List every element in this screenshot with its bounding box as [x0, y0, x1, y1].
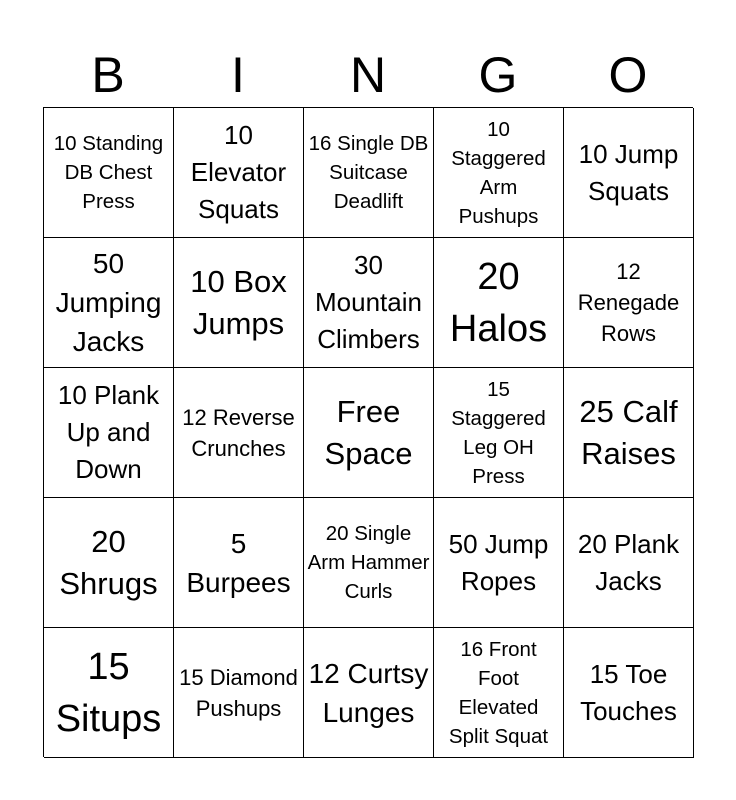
cell-label: 12 Curtsy Lunges [308, 657, 429, 728]
cell-label: 5 Burpees [186, 527, 291, 598]
bingo-cell-r4-c1[interactable] [174, 628, 304, 758]
bingo-cell-r0-c3[interactable] [434, 108, 564, 238]
cell-label: 50 Jump Ropes [448, 528, 549, 596]
bingo-cell-r4-c2[interactable] [304, 628, 434, 758]
bingo-cell-r4-c4[interactable] [564, 628, 694, 758]
bingo-cell-r3-c1[interactable] [174, 498, 304, 628]
bingo-cell-r0-c1[interactable] [174, 108, 304, 238]
cell-label: 10 Box Jumps [190, 263, 287, 341]
cell-label: 16 Front Foot Elevated Split Squat [448, 637, 549, 748]
cell-label: 10 Staggered Arm Pushups [451, 117, 546, 228]
bingo-cell-r3-c2[interactable] [304, 498, 434, 628]
bingo-cell-r0-c2[interactable] [304, 108, 434, 238]
cell-label: 25 Calf Raises [579, 393, 678, 471]
cell-label: 15 Situps [55, 645, 162, 740]
header-letter-i: I [231, 47, 245, 103]
cell-label: 10 Plank Up and Down [57, 380, 160, 484]
bingo-cell-r2-c0[interactable] [44, 368, 174, 498]
bingo-cell-free-space[interactable] [304, 368, 434, 498]
cell-label: 10 Standing DB Chest Press [53, 132, 164, 213]
cell-label: 20 Single Arm Hammer Curls [307, 522, 430, 603]
cell-label: 16 Single DB Suitcase Deadlift [308, 132, 429, 213]
cell-label: 30 Mountain Climbers [315, 250, 422, 354]
bingo-cell-r0-c4[interactable] [564, 108, 694, 238]
cell-label: 20 Halos [449, 255, 548, 350]
header-letter-n: N [349, 47, 387, 103]
cell-label: 15 Toe Touches [580, 658, 677, 726]
bingo-cell-r3-c3[interactable] [434, 498, 564, 628]
cell-label: 10 Jump Squats [578, 138, 679, 206]
bingo-header [43, 44, 693, 106]
cell-label: 12 Renegade Rows [577, 259, 680, 346]
bingo-cell-r1-c2[interactable] [304, 238, 434, 368]
bingo-cell-r1-c3[interactable] [434, 238, 564, 368]
header-letter-b: B [91, 47, 125, 103]
cell-label: 20 Plank Jacks [577, 528, 680, 596]
bingo-cell-r2-c4[interactable] [564, 368, 694, 498]
bingo-cell-r1-c4[interactable] [564, 238, 694, 368]
cell-label: 50 Jumping Jacks [55, 248, 162, 357]
bingo-cell-r1-c0[interactable] [44, 238, 174, 368]
bingo-cell-r2-c3[interactable] [434, 368, 564, 498]
bingo-grid [43, 107, 693, 757]
bingo-cell-r3-c0[interactable] [44, 498, 174, 628]
bingo-cell-r2-c1[interactable] [174, 368, 304, 498]
header-letter-o: O [608, 47, 648, 103]
bingo-cell-r4-c3[interactable] [434, 628, 564, 758]
header-letter-g: G [478, 47, 518, 103]
bingo-cell-r3-c4[interactable] [564, 498, 694, 628]
cell-label: 15 Diamond Pushups [179, 664, 298, 721]
bingo-cell-r0-c0[interactable] [44, 108, 174, 238]
cell-label: 10 Elevator Squats [190, 120, 287, 224]
cell-label: 12 Reverse Crunches [182, 404, 295, 461]
bingo-cell-r4-c0[interactable] [44, 628, 174, 758]
cell-label: 15 Staggered Leg OH Press [451, 377, 546, 488]
bingo-cell-r1-c1[interactable] [174, 238, 304, 368]
cell-label: Free Space [324, 393, 413, 471]
cell-label: 20 Shrugs [59, 523, 158, 601]
